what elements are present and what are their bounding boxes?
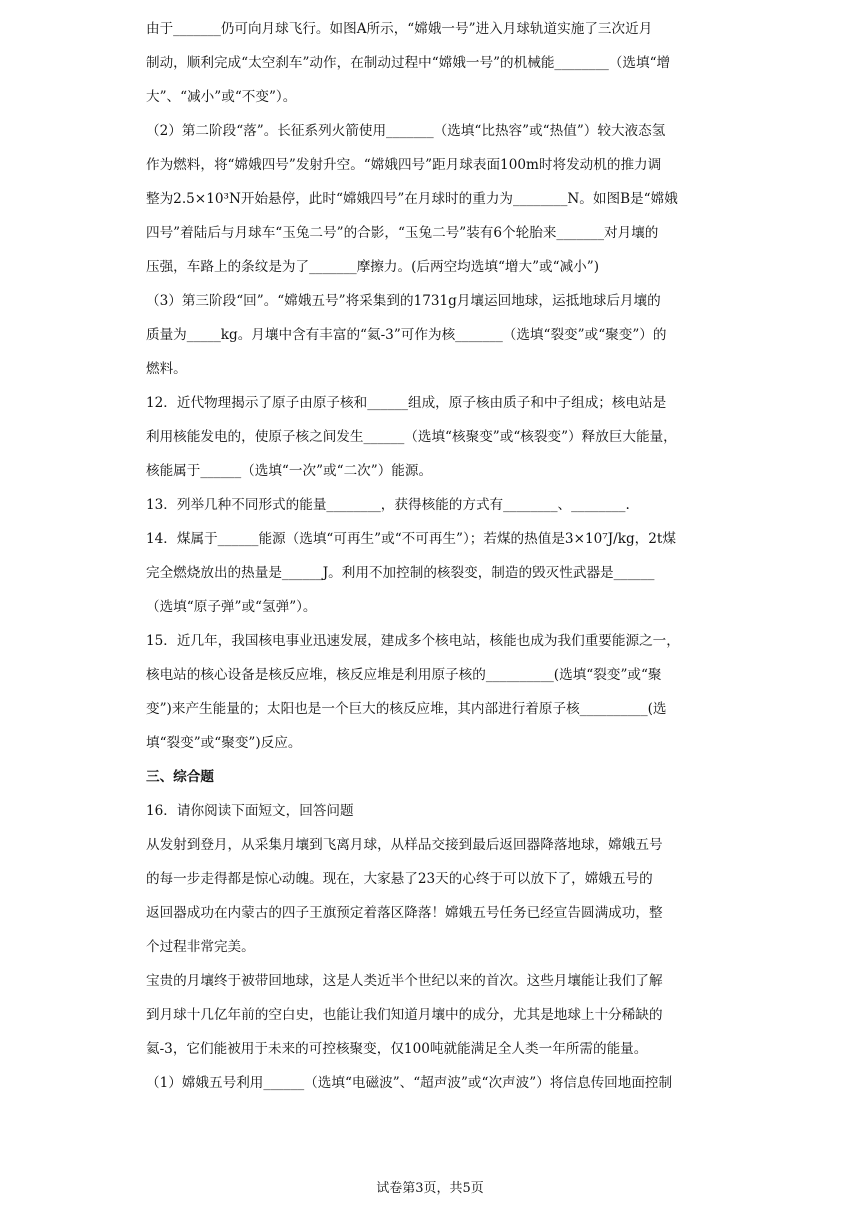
passage-line: 到月球十几亿年前的空白史，也能让我们知道月壤中的成分，尤其是地球上十分稀缺的: [146, 1007, 663, 1023]
text-line: 核电站的核心设备是核反应堆，核反应堆是利用原子核的__________(选填“裂变”或“聚: [146, 667, 662, 683]
text-line: （3）第三阶段“回”。“嫦娥五号”将采集到的1731g月壤运回地球，运抵地球后月壤的: [146, 293, 661, 309]
passage-line: 宝贵的月壤终于被带回地球，这是人类近半个世纪以来的首次。这些月壤能让我们了解: [146, 973, 663, 989]
text-line: 填“裂变”或“聚变”)反应。: [146, 735, 302, 751]
question-13: 13．列举几种不同形式的能量________，获得核能的方式有________、________.: [146, 497, 630, 513]
passage-line: 返回器成功在内蒙古的四子王旗预定着落区降落！嫦娥五号任务已经宣告圆满成功，整: [146, 905, 663, 921]
text-line: 由于_______仍可向月球飞行。如图A所示，“嫦娥一号”进入月球轨道实施了三次近月: [146, 21, 653, 37]
question-15: 15．近几年，我国核电事业迅速发展，建成多个核电站，核能也成为我们重要能源之一，: [146, 633, 680, 649]
passage-line: 氦-3，它们能被用于未来的可控核聚变，仅100吨就能满足全人类一年所需的能量。: [146, 1041, 648, 1057]
text-line: 整为2.5×10³N开始悬停，此时“嫦娥四号”在月球时的重力为________N。如图B是“嫦娥: [146, 191, 678, 207]
section-title: 三、综合题: [146, 769, 214, 785]
text-line: 质量为_____kg。月壤中含有丰富的“氦-3”可作为核_______（选填“裂变”或“聚变”）的: [146, 327, 667, 343]
text-line: 作为燃料，将“嫦娥四号”发射升空。“嫦娥四号”距月球表面100m时将发动机的推力调: [146, 157, 662, 173]
question-16: 16．请你阅读下面短文，回答问题: [146, 803, 354, 819]
text-line: 利用核能发电的，使原子核之间发生______（选填“核聚变”或“核裂变”）释放巨大能量，: [146, 429, 677, 445]
page-footer: 试卷第3页，共5页: [376, 1181, 484, 1196]
text-line: （选填“原子弹”或“氢弹”）。: [146, 599, 317, 615]
text-line: （1）嫦娥五号利用______（选填“电磁波”、“超声波”或“次声波”）将信息传回地面控制: [146, 1075, 673, 1091]
text-line: 燃料。: [146, 361, 187, 377]
text-line: 核能属于______（选填“一次”或“二次”）能源。: [146, 463, 433, 479]
text-line: （2）第二阶段“落”。长征系列火箭使用_______（选填“比热容”或“热值”）较大液态氢: [146, 123, 666, 139]
text-line: 变”)来产生能量的；太阳也是一个巨大的核反应堆，其内部进行着原子核__________(选: [146, 701, 667, 717]
text-line: 四号”着陆后与月球车“玉兔二号”的合影，“玉兔二号”装有6个轮胎来_______对月壤的: [146, 225, 659, 241]
passage-line: 从发射到登月，从采集月壤到飞离月球，从样品交接到最后返回器降落地球，嫦娥五号: [146, 837, 663, 853]
text-line: 大”、“减小”或“不变”）。: [146, 89, 297, 105]
text-line: 压强，车路上的条纹是为了_______摩擦力。(后两空均选填“增大”或“减小”): [146, 259, 600, 275]
question-12: 12．近代物理揭示了原子由原子核和______组成，原子核由质子和中子组成；核电站是: [146, 395, 667, 411]
text-line: 制动，顺利完成“太空刹车”动作，在制动过程中“嫦娥一号”的机械能________（选填“增: [146, 55, 671, 71]
passage-line: 的每一步走得都是惊心动魄。现在，大家悬了23天的心终于可以放下了，嫦娥五号的: [146, 871, 653, 887]
text-line: 完全燃烧放出的热量是______J。利用不加控制的核裂变，制造的毁灭性武器是______: [146, 565, 655, 581]
question-14: 14．煤属于______能源（选填“可再生”或“不可再生”）；若煤的热值是3×10⁷J/kg，2t煤: [146, 531, 676, 547]
passage-line: 个过程非常完美。: [146, 939, 255, 955]
